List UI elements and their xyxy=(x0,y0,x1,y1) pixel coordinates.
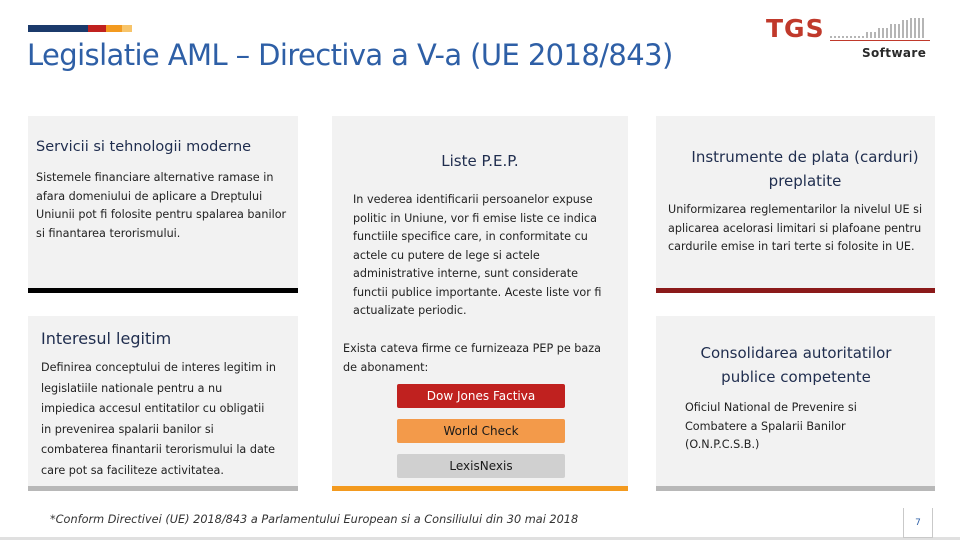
provider-world-check[interactable]: World Check xyxy=(397,419,565,443)
tgs-logo xyxy=(766,14,932,64)
accent-bar xyxy=(28,25,132,32)
panel-services-title: Servicii si tehnologii moderne xyxy=(36,139,252,155)
panel-authorities-bar xyxy=(656,486,935,491)
provider-dow-jones-factiva[interactable]: Dow Jones Factiva xyxy=(397,384,565,408)
panel-services-bar xyxy=(28,288,298,293)
panel-legit-title: Interesul legitim xyxy=(41,329,172,348)
panel-pep-subtext: Exista cateva firme ce furnizeaza PEP pe baza de abonament: xyxy=(343,342,601,374)
accent-red-segment xyxy=(88,25,106,32)
panel-cards-title: Instrumente de plata (carduri) preplatite xyxy=(691,148,919,190)
panel-cards-body: Uniformizarea reglementarilor la nivelul UE si aplicarea acelorasi limitari si plafoane pentru cardurile emise in tari terte si folosite in UE. xyxy=(668,203,923,253)
slide-title: Legislatie AML – Directiva a V-a (UE 2018/843) xyxy=(27,38,673,72)
panel-cards-bar xyxy=(656,288,935,293)
page-number: 7 xyxy=(903,508,933,538)
accent-navy-segment xyxy=(28,25,88,32)
accent-orange-segment xyxy=(106,25,122,32)
panel-pep-title: Liste P.E.P. xyxy=(441,152,519,170)
panel-authorities-body: Oficiul National de Prevenire si Combatere a Spalarii Banilor (O.N.P.C.S.B.) xyxy=(685,401,857,451)
panel-legit-body: Definirea conceptului de interes legitim in legislatiile nationale pentru a nu impiedica accesul entitatilor cu obligatii in prevenirea spalarii banilor si combaterea finantarii terorismului la date care pot sa faciliteze activitatea. xyxy=(41,361,276,477)
panel-legit-bar xyxy=(28,486,298,491)
footnote: *Conform Directivei (UE) 2018/843 a Parlamentului European si a Consiliului din 30 mai 2018 xyxy=(50,513,579,526)
logo-subtitle: Software xyxy=(862,46,927,60)
provider-lexisnexis[interactable]: LexisNexis xyxy=(397,454,565,478)
logo-brand: TGS xyxy=(766,14,825,43)
panel-services-body: Sistemele financiare alternative ramase in afara domeniului de aplicare a Dreptului Uniunii pot fi folosite pentru spalarea banilor si finantarea terorismului. xyxy=(36,171,287,240)
panel-authorities-title: Consolidarea autoritatilor publice competente xyxy=(700,344,892,386)
panel-pep-body: In vederea identificarii persoanelor expuse politic in Uniune, vor fi emise liste ce indica functiile specifice care, in conformitate cu actele cu putere de lege si actele administrative interne, sunt considerate functii publice importante. Aceste liste vor fi actualizate periodic. xyxy=(353,193,602,317)
accent-orange-light-segment xyxy=(122,25,132,32)
panel-pep-bar xyxy=(332,486,628,491)
